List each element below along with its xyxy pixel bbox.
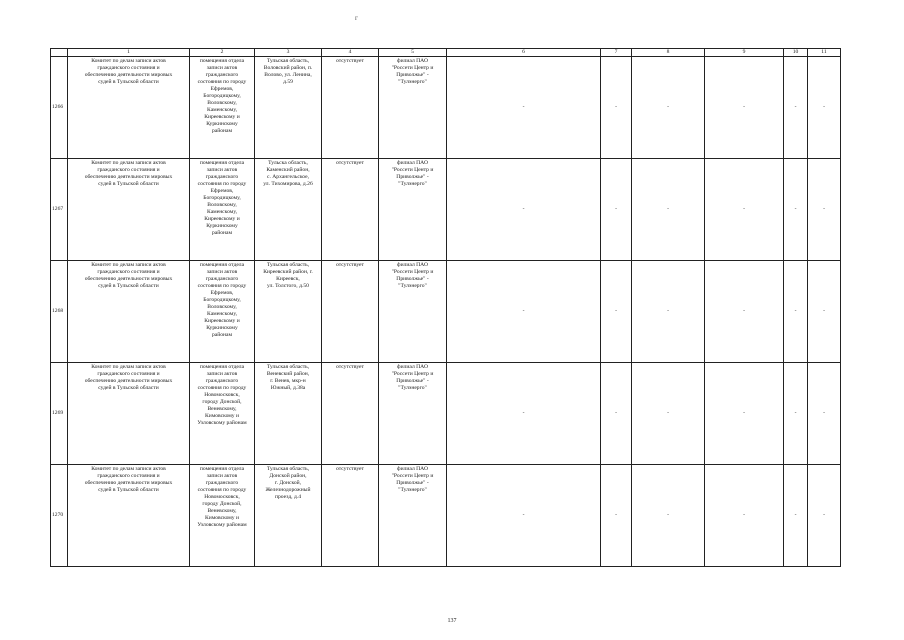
cell-line: Куркинскому	[206, 120, 238, 127]
cell-line: состояния по городу	[197, 78, 247, 85]
cell-col4	[322, 159, 379, 261]
cell-col5	[379, 261, 447, 363]
cell-line: Приволжье" -	[396, 275, 429, 282]
header-row	[51, 49, 841, 57]
cell-line: Комитет по делам записи актов	[91, 466, 166, 472]
cell-line: "Тулэнерго"	[398, 486, 427, 493]
cell-line: Киреевскому и	[204, 317, 240, 324]
cell-line: гражданского	[205, 479, 239, 486]
table-row	[51, 261, 841, 363]
cell-line: отсутствует	[336, 160, 364, 166]
cell-col1	[68, 465, 190, 567]
cell-line: обеспечению деятельности мировых	[84, 275, 173, 282]
cell-line: судей в Тульской области	[98, 78, 159, 85]
cell-line: Киреевский район, г.	[263, 268, 313, 275]
cell-empty-dash: -	[447, 159, 601, 261]
cell-empty-dash: -	[632, 57, 705, 159]
cell-empty-dash: -	[808, 465, 841, 567]
header-cell-number	[51, 49, 68, 57]
cell-line: Узловскому районам	[197, 419, 247, 426]
cell-line: Воловскому,	[207, 99, 237, 106]
cell-col2	[190, 159, 255, 261]
cell-line: Воловскому,	[207, 201, 237, 208]
cell-line: состояния по городу	[197, 282, 247, 289]
cell-line: Каменскому,	[207, 106, 237, 113]
cell-line: обеспечению деятельности мировых	[84, 377, 173, 384]
cell-line: "Тулэнерго"	[398, 180, 427, 187]
cell-line: Куркинскому	[206, 222, 238, 229]
cell-line: помещения отдела	[199, 58, 245, 64]
cell-empty-dash: -	[808, 159, 841, 261]
cell-line: записи актов	[206, 268, 238, 275]
cell-line: Комитет по делам записи актов	[91, 160, 166, 166]
cell-line: Каменскому,	[207, 310, 237, 317]
cell-line: районам	[211, 331, 233, 338]
cell-empty-dash: -	[705, 261, 784, 363]
header-cell: 7	[601, 49, 632, 57]
cell-empty-dash: -	[784, 363, 808, 465]
cell-col3	[255, 465, 322, 567]
header-cell: 2	[190, 49, 255, 57]
cell-line: отсутствует	[336, 262, 364, 268]
cell-line: Донской район,	[269, 472, 307, 479]
cell-line: Богородицкому,	[203, 194, 241, 201]
cell-line: Тульская область,	[266, 58, 310, 64]
cell-line: гражданского состояния и	[97, 166, 160, 173]
header-cell: 3	[255, 49, 322, 57]
cell-line: отсутствует	[336, 58, 364, 64]
cell-line: Куркинскому	[206, 324, 238, 331]
cell-empty-dash: -	[632, 261, 705, 363]
cell-empty-dash: -	[705, 159, 784, 261]
cell-empty-dash: -	[784, 57, 808, 159]
cell-line: Приволжье" -	[396, 173, 429, 180]
header-cell: 8	[632, 49, 705, 57]
cell-col4	[322, 57, 379, 159]
cell-line: Веневскому,	[207, 507, 237, 514]
cell-line: помещения отдела	[199, 364, 245, 370]
row-number: 1268	[51, 261, 68, 363]
cell-empty-dash: -	[601, 57, 632, 159]
cell-line: гражданского состояния и	[97, 64, 160, 71]
cell-line: с. Архангельское,	[266, 173, 310, 180]
cell-line: филиал ПАО	[397, 58, 428, 64]
cell-line: отсутствует	[336, 364, 364, 370]
cell-line: Комитет по делам записи актов	[91, 58, 166, 64]
cell-line: Южный, д.38а	[270, 384, 306, 391]
cell-empty-dash: -	[808, 363, 841, 465]
cell-line: Воловскому,	[207, 303, 237, 310]
cell-line: помещения отдела	[199, 262, 245, 268]
cell-line: Каменскому,	[207, 208, 237, 215]
cell-empty-dash: -	[808, 261, 841, 363]
cell-col3	[255, 363, 322, 465]
cell-col4	[322, 363, 379, 465]
cell-line: Тульская область,	[266, 364, 310, 370]
cell-line: ул. Толстого, д.50	[267, 282, 309, 289]
cell-line: Тульска область,	[268, 160, 308, 166]
row-number: 1269	[51, 363, 68, 465]
cell-line: состояния по городу	[197, 384, 247, 391]
cell-col4	[322, 261, 379, 363]
row-number: 1266	[51, 57, 68, 159]
cell-line: Новомосковск,	[204, 493, 240, 500]
cell-col3	[255, 159, 322, 261]
cell-line: Кимовскому и	[204, 412, 239, 419]
cell-line: обеспечению деятельности мировых	[84, 173, 173, 180]
cell-col2	[190, 465, 255, 567]
cell-line: Приволжье" -	[396, 71, 429, 78]
cell-line: гражданского состояния и	[97, 472, 160, 479]
stray-mark: г	[355, 14, 358, 22]
cell-line: районам	[211, 229, 233, 236]
cell-line: Киреевск,	[276, 275, 300, 282]
cell-col3	[255, 261, 322, 363]
table-row	[51, 363, 841, 465]
cell-line: гражданского	[205, 275, 239, 282]
cell-empty-dash: -	[601, 363, 632, 465]
cell-line: Тульская область,	[266, 262, 310, 268]
cell-line: Комитет по делам записи актов	[91, 364, 166, 370]
cell-empty-dash: -	[447, 363, 601, 465]
cell-line: Ефремов,	[210, 187, 234, 194]
cell-line: Каменский район,	[266, 166, 310, 173]
cell-line: д.59	[283, 78, 293, 85]
row-number: 1267	[51, 159, 68, 261]
cell-col3	[255, 57, 322, 159]
cell-line: "Россети Центр и	[391, 268, 434, 275]
cell-empty-dash: -	[705, 57, 784, 159]
cell-line: Новомосковск,	[204, 391, 240, 398]
cell-col4	[322, 465, 379, 567]
table-row	[51, 159, 841, 261]
cell-line: Кимовскому и	[204, 514, 239, 521]
cell-line: Воловский район, п.	[263, 64, 313, 71]
cell-col5	[379, 363, 447, 465]
cell-col2	[190, 363, 255, 465]
cell-col1	[68, 363, 190, 465]
cell-empty-dash: -	[447, 465, 601, 567]
cell-line: г. Венев, мкр-н	[270, 377, 306, 384]
cell-line: городу Донской,	[202, 398, 242, 405]
cell-line: "Тулэнерго"	[398, 282, 427, 289]
cell-line: отсутствует	[336, 466, 364, 472]
cell-line: судей в Тульской области	[98, 180, 159, 187]
header-cell: 11	[808, 49, 841, 57]
cell-line: Ефремов,	[210, 85, 234, 92]
cell-col1	[68, 261, 190, 363]
cell-line: Приволжье" -	[396, 377, 429, 384]
cell-empty-dash: -	[632, 159, 705, 261]
cell-empty-dash: -	[447, 261, 601, 363]
cell-line: "Россети Центр и	[391, 472, 434, 479]
cell-line: "Россети Центр и	[391, 64, 434, 71]
cell-line: помещения отдела	[199, 466, 245, 472]
header-cell: 1	[68, 49, 190, 57]
cell-col5	[379, 159, 447, 261]
header-cell: 10	[784, 49, 808, 57]
cell-line: записи актов	[206, 472, 238, 479]
cell-line: гражданского	[205, 377, 239, 384]
cell-line: "Тулэнерго"	[398, 384, 427, 391]
cell-line: Узловскому районам	[197, 521, 247, 528]
cell-line: Волово, ул. Ленина,	[264, 71, 312, 78]
table-row	[51, 465, 841, 567]
cell-line: обеспечению деятельности мировых	[84, 71, 173, 78]
cell-line: Приволжье" -	[396, 479, 429, 486]
cell-empty-dash: -	[632, 363, 705, 465]
header-cell: 4	[322, 49, 379, 57]
cell-line: Веневскому,	[207, 405, 237, 412]
header-cell: 6	[447, 49, 601, 57]
cell-line: записи актов	[206, 64, 238, 71]
cell-line: записи актов	[206, 166, 238, 173]
row-number: 1270	[51, 465, 68, 567]
cell-line: "Россети Центр и	[391, 166, 434, 173]
cell-line: филиал ПАО	[397, 466, 428, 472]
cell-line: состояния по городу	[197, 180, 247, 187]
cell-line: гражданского	[205, 173, 239, 180]
registry-table	[50, 48, 841, 567]
cell-line: Тульская область,	[266, 466, 310, 472]
cell-line: Железнодорожный	[265, 486, 311, 493]
cell-line: записи актов	[206, 370, 238, 377]
cell-line: Веневский район,	[266, 370, 310, 377]
page-number: 137	[447, 618, 457, 624]
cell-line: судей в Тульской области	[98, 384, 159, 391]
cell-line: гражданского состояния и	[97, 370, 160, 377]
cell-empty-dash: -	[447, 57, 601, 159]
cell-line: Ефремов,	[210, 289, 234, 296]
cell-empty-dash: -	[784, 261, 808, 363]
table-row	[51, 57, 841, 159]
cell-line: Комитет по делам записи актов	[91, 262, 166, 268]
cell-empty-dash: -	[705, 363, 784, 465]
cell-empty-dash: -	[601, 465, 632, 567]
cell-col1	[68, 57, 190, 159]
header-cell: 5	[379, 49, 447, 57]
cell-line: филиал ПАО	[397, 262, 428, 268]
cell-empty-dash: -	[784, 159, 808, 261]
cell-line: Богородицкому,	[203, 296, 241, 303]
cell-col5	[379, 57, 447, 159]
cell-line: "Россети Центр и	[391, 370, 434, 377]
cell-empty-dash: -	[808, 57, 841, 159]
cell-line: судей в Тульской области	[98, 486, 159, 493]
cell-line: Богородицкому,	[203, 92, 241, 99]
cell-col2	[190, 57, 255, 159]
cell-line: проезд, д.4	[275, 493, 301, 500]
cell-line: городу Донской,	[202, 500, 242, 507]
cell-col2	[190, 261, 255, 363]
header-cell: 9	[705, 49, 784, 57]
cell-line: гражданского состояния и	[97, 268, 160, 275]
cell-col5	[379, 465, 447, 567]
cell-empty-dash: -	[601, 159, 632, 261]
cell-line: состояния по городу	[197, 486, 247, 493]
cell-line: филиал ПАО	[397, 160, 428, 166]
cell-empty-dash: -	[632, 465, 705, 567]
cell-line: филиал ПАО	[397, 364, 428, 370]
cell-line: Киреевскому и	[204, 215, 240, 222]
cell-line: обеспечению деятельности мировых	[84, 479, 173, 486]
cell-empty-dash: -	[784, 465, 808, 567]
cell-line: судей в Тульской области	[98, 282, 159, 289]
cell-line: "Тулэнерго"	[398, 78, 427, 85]
cell-line: г. Донской,	[274, 479, 302, 486]
cell-line: ул. Тихомирова, д.26	[263, 180, 313, 187]
cell-empty-dash: -	[705, 465, 784, 567]
cell-line: Киреевскому и	[204, 113, 240, 120]
cell-col1	[68, 159, 190, 261]
cell-line: помещения отдела	[199, 160, 245, 166]
cell-line: районам	[211, 127, 233, 134]
cell-line: гражданского	[205, 71, 239, 78]
cell-empty-dash: -	[601, 261, 632, 363]
